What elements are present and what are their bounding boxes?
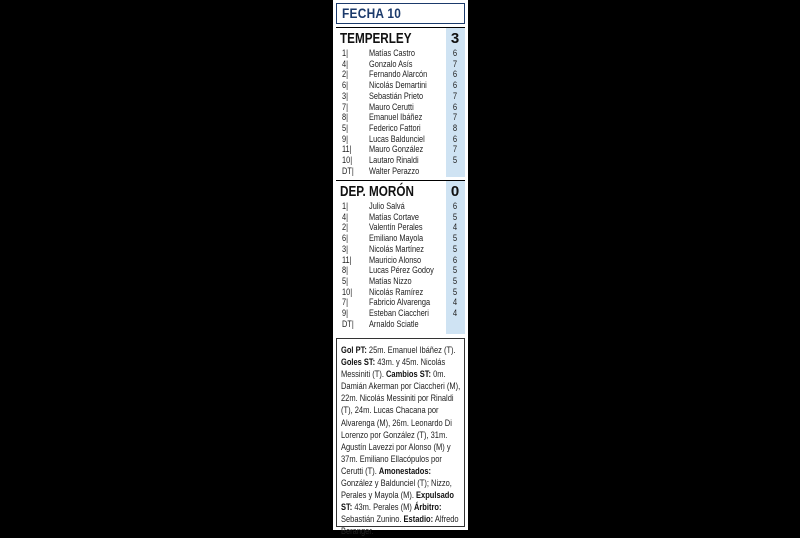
player-number: 2| bbox=[342, 69, 349, 80]
player-number: 6| bbox=[342, 233, 349, 244]
player-row bbox=[336, 69, 465, 80]
player-rating: 6 bbox=[452, 48, 458, 58]
player-name: Esteban Ciaccheri bbox=[369, 308, 429, 318]
player-rating: 5 bbox=[452, 265, 458, 276]
player-number: 11| bbox=[342, 254, 352, 265]
player-row bbox=[336, 80, 465, 91]
team-away bbox=[336, 180, 465, 334]
expulsado-label: Expulsado ST: bbox=[341, 489, 454, 513]
player-row bbox=[336, 59, 465, 70]
player-row bbox=[336, 233, 465, 244]
player-number: 1| bbox=[342, 48, 349, 58]
player-row bbox=[336, 91, 465, 102]
player-name: Emiliano Mayola bbox=[369, 233, 424, 244]
player-row bbox=[336, 155, 465, 166]
player-name: Nicolás Martínez bbox=[369, 243, 424, 254]
player-rating: 4 bbox=[452, 297, 458, 308]
amonestados-label: Amonestados: bbox=[378, 464, 432, 476]
player-row bbox=[336, 201, 465, 212]
player-number: 4| bbox=[342, 58, 349, 69]
player-name: Nicolás Demartini bbox=[369, 80, 427, 91]
player-row bbox=[336, 112, 465, 123]
arbitro-label: Árbitro: bbox=[413, 501, 442, 513]
player-row bbox=[336, 244, 465, 255]
player-rating: 5 bbox=[452, 155, 458, 165]
team-name: TEMPERLEY bbox=[340, 30, 412, 47]
player-number: 3| bbox=[342, 90, 349, 101]
player-name: Walter Perazzo bbox=[369, 165, 420, 176]
player-rating: 7 bbox=[452, 90, 458, 101]
player-row bbox=[336, 287, 465, 298]
player-number: 10| bbox=[342, 155, 353, 165]
player-number: 4| bbox=[342, 211, 349, 222]
player-name: Mauro González bbox=[369, 144, 424, 155]
player-name: Lucas Baldunciel bbox=[369, 133, 425, 144]
player-row bbox=[336, 319, 465, 330]
player-name: Mauricio Alonso bbox=[369, 254, 422, 265]
player-number: 9| bbox=[342, 308, 349, 318]
player-name: Julio Salvá bbox=[369, 201, 405, 211]
player-row bbox=[336, 308, 465, 319]
player-name: Lautaro Rinaldi bbox=[369, 155, 419, 165]
player-number: DT| bbox=[342, 165, 354, 176]
player-name: Matías Castro bbox=[369, 48, 415, 58]
player-name: Fernando Alarcón bbox=[369, 69, 428, 80]
fecha-title: FECHA 10 bbox=[342, 5, 402, 21]
player-name: Nicolás Ramírez bbox=[369, 286, 424, 297]
player-rating: 6 bbox=[452, 201, 458, 211]
player-row bbox=[336, 297, 465, 308]
player-name: Sebastián Prieto bbox=[369, 90, 424, 101]
match-card bbox=[333, 0, 468, 537]
player-number: 5| bbox=[342, 275, 349, 286]
player-rating: 6 bbox=[452, 69, 458, 80]
goles-pt-label: Gol PT: bbox=[341, 344, 367, 355]
goles-pt-text: 25m. Emanuel Ibáñez (T). bbox=[368, 344, 456, 355]
player-rating: 5 bbox=[452, 233, 458, 244]
player-rating: 4 bbox=[452, 222, 458, 233]
header-box bbox=[336, 3, 465, 24]
player-rating: 6 bbox=[452, 80, 458, 91]
player-number: 9| bbox=[342, 133, 349, 144]
team-score: 0 bbox=[450, 183, 460, 200]
player-rating: 7 bbox=[452, 112, 458, 123]
player-name: Matías Nizzo bbox=[369, 275, 412, 286]
player-name: Lucas Pérez Godoy bbox=[369, 265, 434, 276]
player-number: 3| bbox=[342, 243, 349, 254]
player-rating: 5 bbox=[452, 243, 458, 254]
player-name: Mauro Cerutti bbox=[369, 101, 414, 112]
player-number: 8| bbox=[342, 112, 349, 123]
player-rating: 7 bbox=[452, 58, 458, 69]
player-rating: 4 bbox=[452, 308, 458, 318]
player-row bbox=[336, 166, 465, 177]
player-name: Emanuel Ibáñez bbox=[369, 112, 423, 123]
player-rating: 7 bbox=[452, 144, 458, 155]
team-name: DEP. MORÓN bbox=[340, 183, 414, 200]
player-rating: 6 bbox=[452, 133, 458, 144]
player-number: 10| bbox=[342, 286, 353, 297]
player-row bbox=[336, 134, 465, 145]
team-home bbox=[336, 27, 465, 177]
player-name: Federico Fattori bbox=[369, 122, 421, 133]
player-number: 8| bbox=[342, 265, 349, 276]
player-name: Arnaldo Sciatle bbox=[369, 318, 419, 329]
notes-text bbox=[341, 344, 463, 538]
player-number: 7| bbox=[342, 297, 349, 308]
player-number: 7| bbox=[342, 101, 349, 112]
player-number: 6| bbox=[342, 80, 349, 91]
player-number: 2| bbox=[342, 222, 349, 233]
player-rating: 6 bbox=[452, 254, 458, 265]
player-number: 11| bbox=[342, 144, 352, 155]
team-score: 3 bbox=[450, 30, 460, 47]
player-row bbox=[336, 265, 465, 276]
amonestados-text: González y Baldunciel (T); Nizzo, Perales y Mayola (M). bbox=[341, 477, 452, 501]
player-name: Matías Cortave bbox=[369, 211, 420, 222]
player-rating: 8 bbox=[452, 122, 458, 133]
player-number: 5| bbox=[342, 122, 349, 133]
player-row bbox=[336, 102, 465, 113]
player-number: 1| bbox=[342, 201, 349, 211]
estadio-label: Estadio: bbox=[403, 513, 434, 525]
player-row bbox=[336, 255, 465, 266]
player-row bbox=[336, 212, 465, 223]
player-row bbox=[336, 48, 465, 59]
player-number: DT| bbox=[342, 318, 354, 329]
goles-st-label: Goles ST: bbox=[341, 356, 376, 368]
arbitro-text: Sebastián Zunino. bbox=[341, 513, 402, 525]
player-rating: 5 bbox=[452, 275, 458, 286]
player-name: Gonzalo Asís bbox=[369, 58, 413, 69]
match-notes bbox=[336, 338, 465, 537]
player-name: Fabricio Alvarenga bbox=[369, 297, 431, 308]
player-rating: 5 bbox=[452, 211, 458, 222]
goles-st-text: 43m. y 45m. Nicolás Messiniti (T). bbox=[341, 356, 446, 380]
player-row bbox=[336, 222, 465, 233]
cambios-label: Cambios ST: bbox=[386, 368, 432, 380]
player-row bbox=[336, 123, 465, 134]
player-rating: 5 bbox=[452, 286, 458, 297]
cambios-text: 0m. Damián Akerman por Ciaccheri (M), 22m. Nicolás Messiniti por Rinaldi (T), 24m. Lucas Chacana por Alvarenga (M), 26m. Leonardo Di Lorenzo por González (T), 31m. Agustín Lavezzi por Alonso (M) y 37m. Emiliano Ellacópulos por Cerutti (T). bbox=[341, 368, 461, 476]
player-row bbox=[336, 276, 465, 287]
player-row bbox=[336, 144, 465, 155]
player-rating: 6 bbox=[452, 101, 458, 112]
player-name: Valentín Perales bbox=[369, 222, 423, 233]
estadio-text: Alfredo Beranger. bbox=[341, 513, 459, 537]
expulsado-text: 43m. Perales (M) bbox=[354, 501, 412, 513]
